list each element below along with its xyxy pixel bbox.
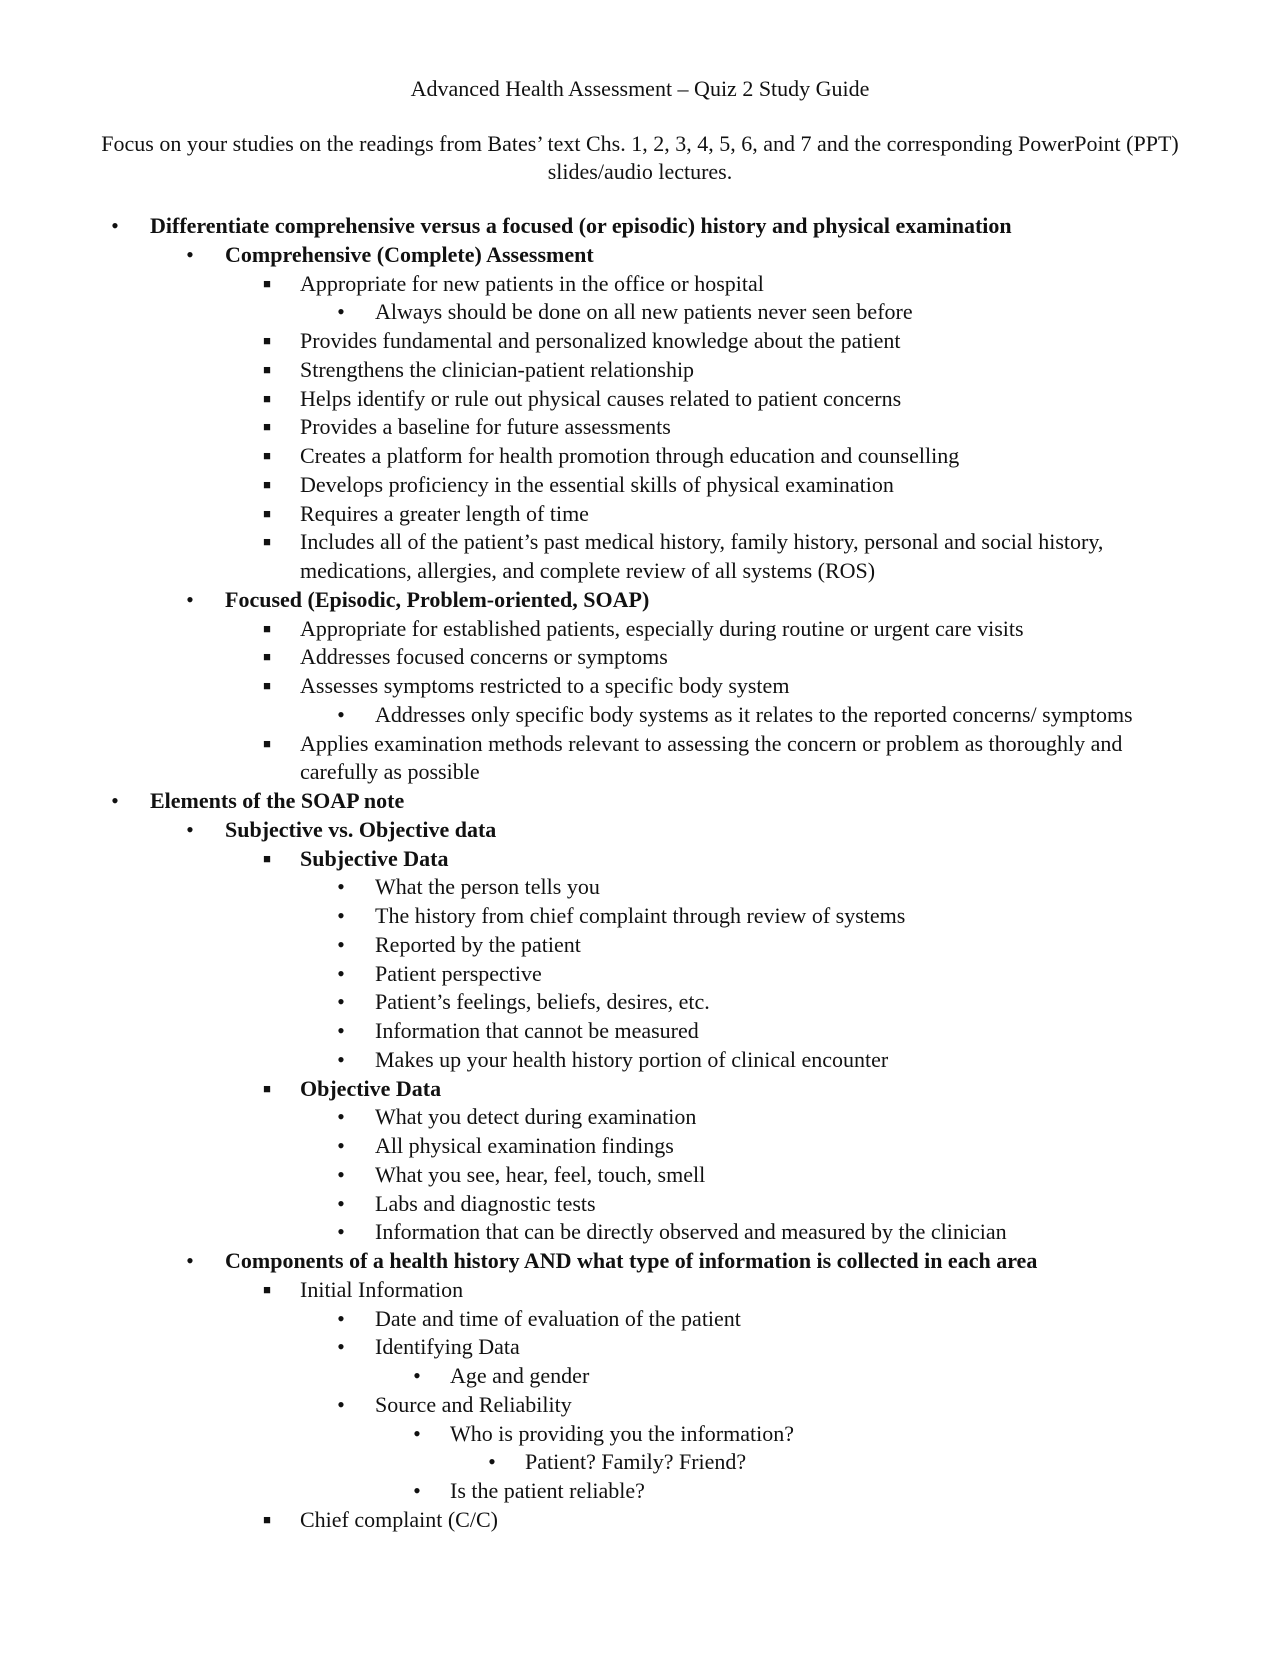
outline-item: • Components of a health history AND what type of information is collected in each area xyxy=(0,1247,1280,1276)
bullet-square-icon: ■ xyxy=(263,505,271,521)
bullet-square-icon: ■ xyxy=(263,476,271,492)
bullet-dot-icon: • xyxy=(337,1018,345,1043)
outline-item: • Addresses only specific body systems as it relates to the reported concerns/ symptoms xyxy=(0,701,1135,730)
bullet-square-icon: ■ xyxy=(263,275,271,291)
outline-item: • All physical examination findings xyxy=(0,1132,1280,1161)
outline-item: • Subjective vs. Objective data xyxy=(0,816,1280,845)
bullet-dot-icon: • xyxy=(337,701,345,727)
outline-item: • Identifying Data xyxy=(0,1333,1280,1362)
outline-item: ■ Assesses symptoms restricted to a specific body system xyxy=(0,672,1280,701)
doc-title: Advanced Health Assessment – Quiz 2 Study Guide xyxy=(410,76,870,101)
bullet-dot-icon: • xyxy=(337,1219,345,1245)
outline-item: • Elements of the SOAP note xyxy=(0,787,1280,816)
bullet-dot-icon: • xyxy=(111,213,119,238)
outline-item: ■ Helps identify or rule out physical causes related to patient concerns xyxy=(0,385,1280,414)
bullet-square-icon: ■ xyxy=(263,534,271,550)
bullet-dot-icon: • xyxy=(337,1046,345,1072)
outline-item: • Is the patient reliable? xyxy=(0,1477,1280,1506)
bullet-square-icon: ■ xyxy=(263,361,271,377)
outline-item: ■ Provides a baseline for future assessments xyxy=(0,413,1280,442)
outline-item: • Always should be done on all new patients never seen before xyxy=(0,298,1280,327)
outline-item: • Information that cannot be measured xyxy=(0,1017,1280,1046)
outline-item: • Patient’s feelings, beliefs, desires, etc. xyxy=(0,988,1280,1017)
bullet-square-icon: ■ xyxy=(263,678,271,693)
bullet-dot-icon: • xyxy=(337,903,345,928)
outline-item: • Focused (Episodic, Problem-oriented, SOAP) xyxy=(0,586,1280,615)
outline-item: • Source and Reliability xyxy=(0,1391,1280,1420)
bullet-dot-icon: • xyxy=(337,1190,345,1216)
bullet-dot-icon: • xyxy=(337,931,345,957)
bullet-square-icon: ■ xyxy=(263,850,271,866)
bullet-square-icon: ■ xyxy=(263,390,271,406)
bullet-dot-icon: • xyxy=(337,960,345,986)
bullet-square-icon: ■ xyxy=(263,1281,271,1297)
outline-item: ■ Creates a platform for health promotion through education and counselling xyxy=(0,442,1280,471)
bullet-dot-icon: • xyxy=(337,1161,345,1187)
bullet-dot-icon: • xyxy=(111,788,119,813)
outline-item: • What the person tells you xyxy=(0,873,1280,902)
bullet-dot-icon: • xyxy=(337,1334,345,1360)
bullet-dot-icon: • xyxy=(337,1104,345,1130)
bullet-dot-icon: • xyxy=(337,989,345,1015)
outline-item: • Comprehensive (Complete) Assessment xyxy=(0,241,1280,270)
doc-intro: Focus on your studies on the readings from Bates’ text Chs. 1, 2, 3, 4, 5, 6, and 7 and the corresponding PowerPoint (PPT) slides/audio lectures. xyxy=(101,131,1179,184)
bullet-square-icon: ■ xyxy=(263,1511,271,1527)
bullet-square-icon: ■ xyxy=(263,735,271,751)
bullet-square-icon: ■ xyxy=(263,419,271,435)
bullet-dot-icon: • xyxy=(186,1248,194,1273)
bullet-dot-icon: • xyxy=(413,1363,421,1388)
bullet-dot-icon: • xyxy=(337,299,345,325)
outline-item: ■ Develops proficiency in the essential skills of physical examination xyxy=(0,471,1280,500)
outline-item: • What you see, hear, feel, touch, smell xyxy=(0,1161,1280,1190)
bullet-dot-icon: • xyxy=(488,1449,496,1475)
outline-item: ■ Appropriate for established patients, especially during routine or urgent care visits xyxy=(0,615,1280,644)
outline-item: ■ Strengthens the clinician-patient relationship xyxy=(0,356,1280,385)
outline-item: ■ Includes all of the patient’s past medical history, family history, personal and social history, medications, allergies, and complete review of all systems (ROS) xyxy=(0,528,1140,586)
outline-item: ■ Applies examination methods relevant to assessing the concern or problem as thoroughly and carefully as possible xyxy=(0,730,1200,788)
bullet-dot-icon: • xyxy=(337,874,345,900)
outline-item: • Age and gender xyxy=(0,1362,1280,1391)
outline-item: • The history from chief complaint through review of systems xyxy=(0,902,1280,931)
bullet-dot-icon: • xyxy=(337,1305,345,1331)
bullet-dot-icon: • xyxy=(413,1420,421,1446)
outline-item: • Date and time of evaluation of the patient xyxy=(0,1305,1280,1334)
outline-item: ■ Initial Information xyxy=(0,1276,1280,1305)
outline-item: ■ Requires a greater length of time xyxy=(0,500,1280,529)
outline-item: • Makes up your health history portion of clinical encounter xyxy=(0,1046,1280,1075)
outline-item: • Reported by the patient xyxy=(0,931,1280,960)
outline-item: • What you detect during examination xyxy=(0,1103,1280,1132)
outline-item: • Labs and diagnostic tests xyxy=(0,1190,1280,1219)
bullet-square-icon: ■ xyxy=(263,448,271,463)
outline-item: • Patient? Family? Friend? xyxy=(0,1448,1280,1477)
bullet-dot-icon: • xyxy=(337,1391,345,1417)
study-outline xyxy=(0,212,1280,1535)
outline-item: ■ Provides fundamental and personalized knowledge about the patient xyxy=(0,327,1280,356)
outline-item: ■ Appropriate for new patients in the office or hospital xyxy=(0,270,1280,299)
outline-item: ■ Addresses focused concerns or symptoms xyxy=(0,643,1280,672)
outline-item: • Information that can be directly observed and measured by the clinician xyxy=(0,1218,1280,1247)
bullet-dot-icon: • xyxy=(186,586,194,612)
bullet-dot-icon: • xyxy=(413,1478,421,1503)
bullet-dot-icon: • xyxy=(186,241,194,267)
bullet-square-icon: ■ xyxy=(263,649,271,665)
outline-item: ■ Objective Data xyxy=(0,1075,1280,1104)
bullet-square-icon: ■ xyxy=(263,620,271,636)
bullet-square-icon: ■ xyxy=(263,333,271,348)
bullet-square-icon: ■ xyxy=(263,1080,271,1096)
outline-item: • Who is providing you the information? xyxy=(0,1420,1280,1449)
outline-item: • Differentiate comprehensive versus a focused (or episodic) history and physical examination xyxy=(0,212,1280,241)
bullet-dot-icon: • xyxy=(186,816,194,842)
outline-item: ■ Subjective Data xyxy=(0,845,1280,874)
bullet-dot-icon: • xyxy=(337,1133,345,1158)
outline-item: • Patient perspective xyxy=(0,960,1280,989)
outline-item: ■ Chief complaint (C/C) xyxy=(0,1506,1280,1535)
